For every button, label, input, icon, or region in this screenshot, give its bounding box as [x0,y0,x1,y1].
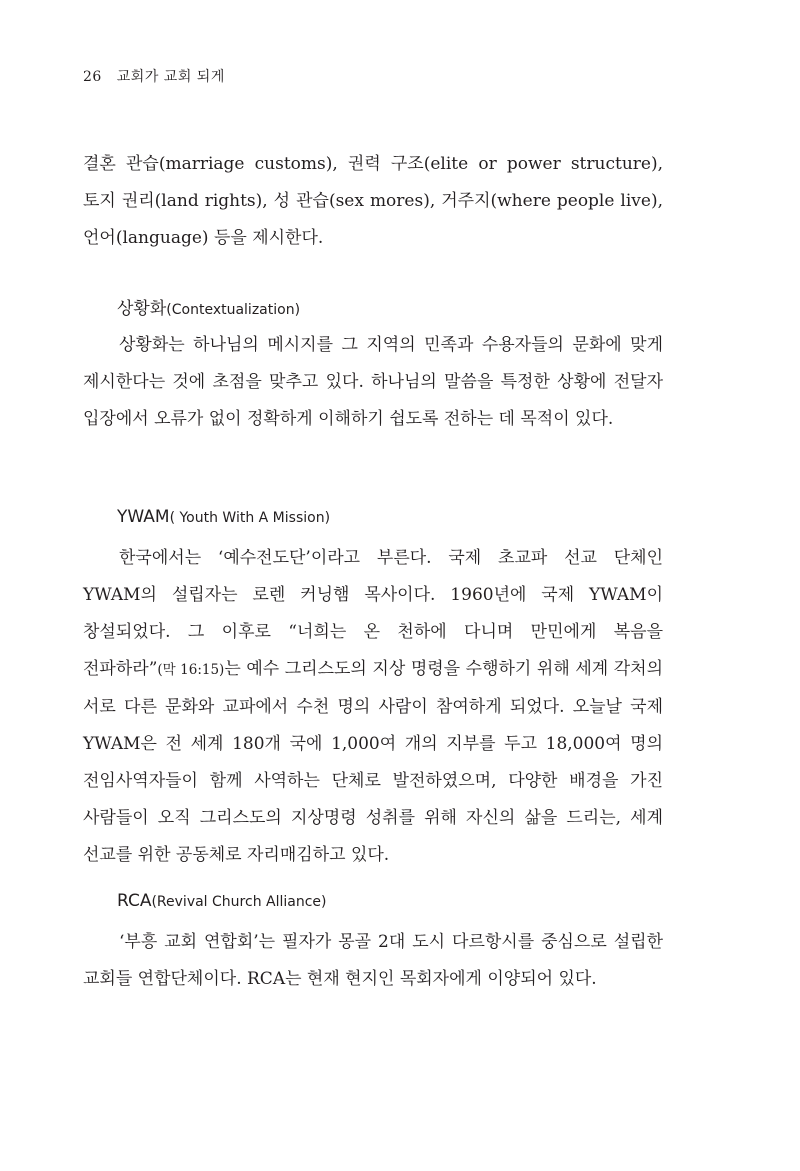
heading-gloss: (Revival Church Alliance) [151,894,327,910]
page-number: 26 [83,69,102,85]
running-header [83,66,225,86]
heading-gloss: (Contextualization) [166,302,301,318]
running-title: 교회가 교회 되게 [116,69,225,85]
section-heading-ywam [117,507,330,527]
section-body-rca [83,924,663,998]
section-heading-rca [117,891,326,911]
section-text-before-citation: 한국에서는 ‘예수전도단’이라고 부른다. 국제 초교파 선교 단체인 YWAM의 설립자는 로렌 커닝햄 목사이다. 1960년에 국제 YWAM이 창설되었다. 그 이후로 “너희는 온 천하에 다니며 만민에게 복음을 전파하라” [83,548,663,679]
heading-term: RCA [117,891,152,911]
intro-text: 결혼 관습(marriage customs), 권력 구조(elite or power structure), 토지 권리(land rights), 성 관습(sex mores), 거주지(where people live), 언어(language) 등을 제시한다. [83,154,663,248]
scripture-citation: (막 16:15) [157,662,225,678]
section-body-ywam [83,540,663,874]
section-text-after-citation: 는 예수 그리스도의 지상 명령을 수행하기 위해 세계 각처의 서로 다른 문화와 교파에서 수천 명의 사람이 참여하게 되었다. 오늘날 국제 YWAM은 전 세계 180개 국에 1,000여 개의 지부를 두고 18,000여 명의 전임사역자들이 함께 사역하는 단체로 발전하였으며, 다양한 배경을 가진 사람들이 오직 그리스도의 지상명령 성취를 위해 자신의 삶을 드리는, 세계 선교를 위한 공동체로 자리매김하고 있다. [83,659,663,865]
section-text: 상황화는 하나님의 메시지를 그 지역의 민족과 수용자들의 문화에 맞게 제시한다는 것에 초점을 맞추고 있다. 하나님의 말씀을 특정한 상황에 전달자 입장에서 오류가 없이 정확하게 이해하기 쉽도록 전하는 데 목적이 있다. [83,335,663,429]
heading-gloss: ( Youth With A Mission) [169,510,331,526]
section-text: ‘부흥 교회 연합회’는 필자가 몽골 2대 도시 다르항시를 중심으로 설립한 교회들 연합단체이다. RCA는 현재 현지인 목회자에게 이양되어 있다. [83,932,663,989]
section-body-contextualization [83,327,663,438]
section-text [83,540,663,874]
heading-term: 상황화 [117,299,167,319]
section-heading-contextualization [117,294,300,319]
intro-paragraph [83,146,663,257]
heading-term: YWAM [117,507,170,527]
